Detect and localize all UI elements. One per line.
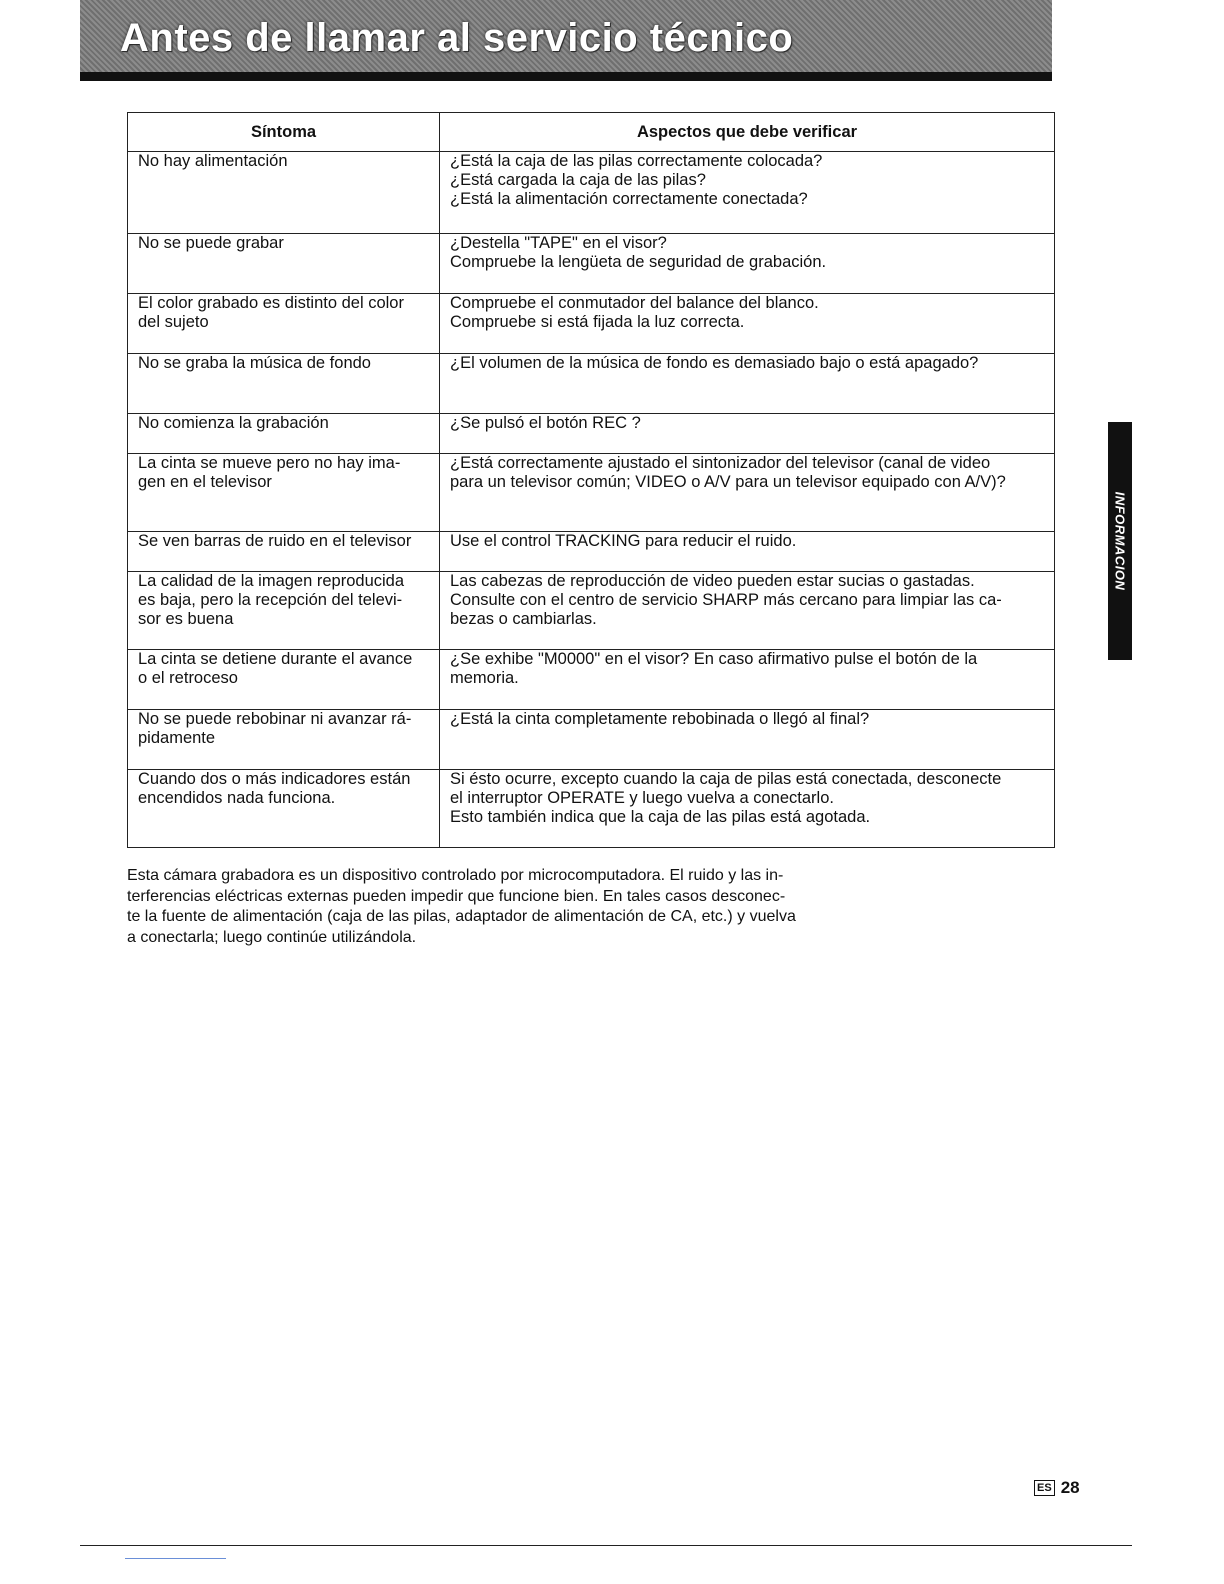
bottom-rule bbox=[80, 1545, 1132, 1546]
symptom-line: El color grabado es distinto del color bbox=[138, 294, 404, 312]
check-line: ¿El volumen de la música de fondo es demasiado bajo o está apagado? bbox=[450, 354, 979, 372]
symptom-line: La cinta se mueve pero no hay ima- bbox=[138, 454, 401, 472]
check-line: el interruptor OPERATE y luego vuelva a conectarlo. bbox=[450, 789, 834, 807]
check-line: Esto también indica que la caja de las pilas está agotada. bbox=[450, 808, 871, 826]
check-line: memoria. bbox=[450, 669, 519, 687]
check-line: para un televisor común; VIDEO o A/V para un televisor equipado con A/V)? bbox=[450, 473, 1006, 491]
check-cell bbox=[440, 294, 1055, 354]
symptom-cell bbox=[128, 354, 440, 414]
symptom-cell bbox=[128, 710, 440, 770]
symptom-line: o el retroceso bbox=[138, 669, 238, 687]
check-cell bbox=[440, 152, 1055, 234]
table-row bbox=[128, 294, 1055, 354]
page-number bbox=[1034, 1478, 1080, 1498]
symptom-cell bbox=[128, 650, 440, 710]
check-line: Compruebe el conmutador del balance del blanco. bbox=[450, 294, 819, 312]
symptom-line: es baja, pero la recepción del televi- bbox=[138, 591, 403, 609]
symptom-line: No hay alimentación bbox=[138, 152, 288, 170]
symptom-line: No se graba la música de fondo bbox=[138, 354, 371, 372]
table-header-row bbox=[128, 113, 1055, 152]
table-row bbox=[128, 572, 1055, 650]
symptom-line: No se puede grabar bbox=[138, 234, 284, 252]
note-line: te la fuente de alimentación (caja de las pilas, adaptador de alimentación de CA, etc.) y vuelva bbox=[127, 908, 796, 925]
symptom-cell bbox=[128, 152, 440, 234]
symptom-cell bbox=[128, 532, 440, 572]
title-rule bbox=[80, 72, 1052, 81]
symptom-line: Se ven barras de ruido en el televisor bbox=[138, 532, 412, 550]
check-cell bbox=[440, 770, 1055, 848]
page-number-value: 28 bbox=[1060, 1478, 1080, 1497]
check-line: Compruebe si está fijada la luz correcta. bbox=[450, 313, 745, 331]
check-line: ¿Se exhibe "M0000" en el visor? En caso afirmativo pulse el botón de la bbox=[450, 650, 978, 668]
bottom-accent-line bbox=[125, 1558, 226, 1559]
note-line: a conectarla; luego continúe utilizándola. bbox=[127, 928, 417, 946]
symptom-line: La calidad de la imagen reproducida bbox=[138, 572, 405, 590]
symptom-cell bbox=[128, 770, 440, 848]
symptom-cell bbox=[128, 572, 440, 650]
symptom-cell bbox=[128, 234, 440, 294]
symptom-line: No comienza la grabación bbox=[138, 414, 329, 432]
check-cell bbox=[440, 650, 1055, 710]
note-paragraph bbox=[127, 866, 857, 948]
check-line: bezas o cambiarlas. bbox=[450, 610, 597, 628]
symptom-line: sor es buena bbox=[138, 610, 234, 628]
troubleshooting-table bbox=[127, 112, 1055, 848]
check-line: Consulte con el centro de servicio SHARP más cercano para limpiar las ca- bbox=[450, 591, 1002, 609]
check-line: ¿Está la alimentación correctamente conectada? bbox=[450, 190, 808, 208]
check-cell bbox=[440, 572, 1055, 650]
table-row bbox=[128, 414, 1055, 454]
check-cell bbox=[440, 710, 1055, 770]
symptom-line: pidamente bbox=[138, 729, 216, 747]
check-line: ¿Está la cinta completamente rebobinada o llegó al final? bbox=[450, 710, 870, 728]
check-cell bbox=[440, 454, 1055, 532]
note-line: Esta cámara grabadora es un dispositivo controlado por microcomputadora. El ruido y las in- bbox=[127, 867, 784, 884]
check-cell bbox=[440, 354, 1055, 414]
side-tab-label: INFORMACION bbox=[1112, 491, 1128, 591]
symptom-line: encendidos nada funciona. bbox=[138, 789, 336, 807]
check-line: Compruebe la lengüeta de seguridad de grabación. bbox=[450, 253, 827, 271]
page-title: Antes de llamar al servicio técnico bbox=[120, 16, 794, 60]
table-row bbox=[128, 234, 1055, 294]
table-row bbox=[128, 354, 1055, 414]
symptom-cell bbox=[128, 454, 440, 532]
table-row bbox=[128, 710, 1055, 770]
check-cell bbox=[440, 532, 1055, 572]
table-row bbox=[128, 532, 1055, 572]
table-row bbox=[128, 770, 1055, 848]
table-row bbox=[128, 454, 1055, 532]
symptom-line: del sujeto bbox=[138, 313, 209, 331]
check-cell bbox=[440, 414, 1055, 454]
symptom-line: Cuando dos o más indicadores están bbox=[138, 770, 411, 788]
check-line: ¿Está la caja de las pilas correctamente colocada? bbox=[450, 152, 823, 170]
check-line: ¿Está correctamente ajustado el sintonizador del televisor (canal de video bbox=[450, 454, 991, 472]
table-row bbox=[128, 650, 1055, 710]
check-line: ¿Está cargada la caja de las pilas? bbox=[450, 171, 706, 189]
check-line: Use el control TRACKING para reducir el ruido. bbox=[450, 532, 797, 550]
check-cell bbox=[440, 234, 1055, 294]
table-row bbox=[128, 152, 1055, 234]
check-line: ¿Destella "TAPE" en el visor? bbox=[450, 234, 667, 252]
check-line: Si ésto ocurre, excepto cuando la caja de pilas está conectada, desconecte bbox=[450, 770, 1002, 788]
language-badge: ES bbox=[1034, 1480, 1055, 1496]
check-line: ¿Se pulsó el botón REC ? bbox=[450, 414, 641, 432]
section-side-tab bbox=[1108, 422, 1132, 660]
header-symptom: Síntoma bbox=[128, 113, 440, 152]
header-checks: Aspectos que debe verificar bbox=[440, 113, 1055, 152]
title-banner bbox=[80, 0, 1052, 72]
symptom-line: La cinta se detiene durante el avance bbox=[138, 650, 413, 668]
note-line: terferencias eléctricas externas pueden impedir que funcione bien. En tales casos desconec- bbox=[127, 887, 786, 905]
symptom-line: gen en el televisor bbox=[138, 473, 272, 491]
symptom-cell bbox=[128, 294, 440, 354]
check-line: Las cabezas de reproducción de video pueden estar sucias o gastadas. bbox=[450, 572, 975, 590]
symptom-cell bbox=[128, 414, 440, 454]
symptom-line: No se puede rebobinar ni avanzar rá- bbox=[138, 710, 412, 728]
